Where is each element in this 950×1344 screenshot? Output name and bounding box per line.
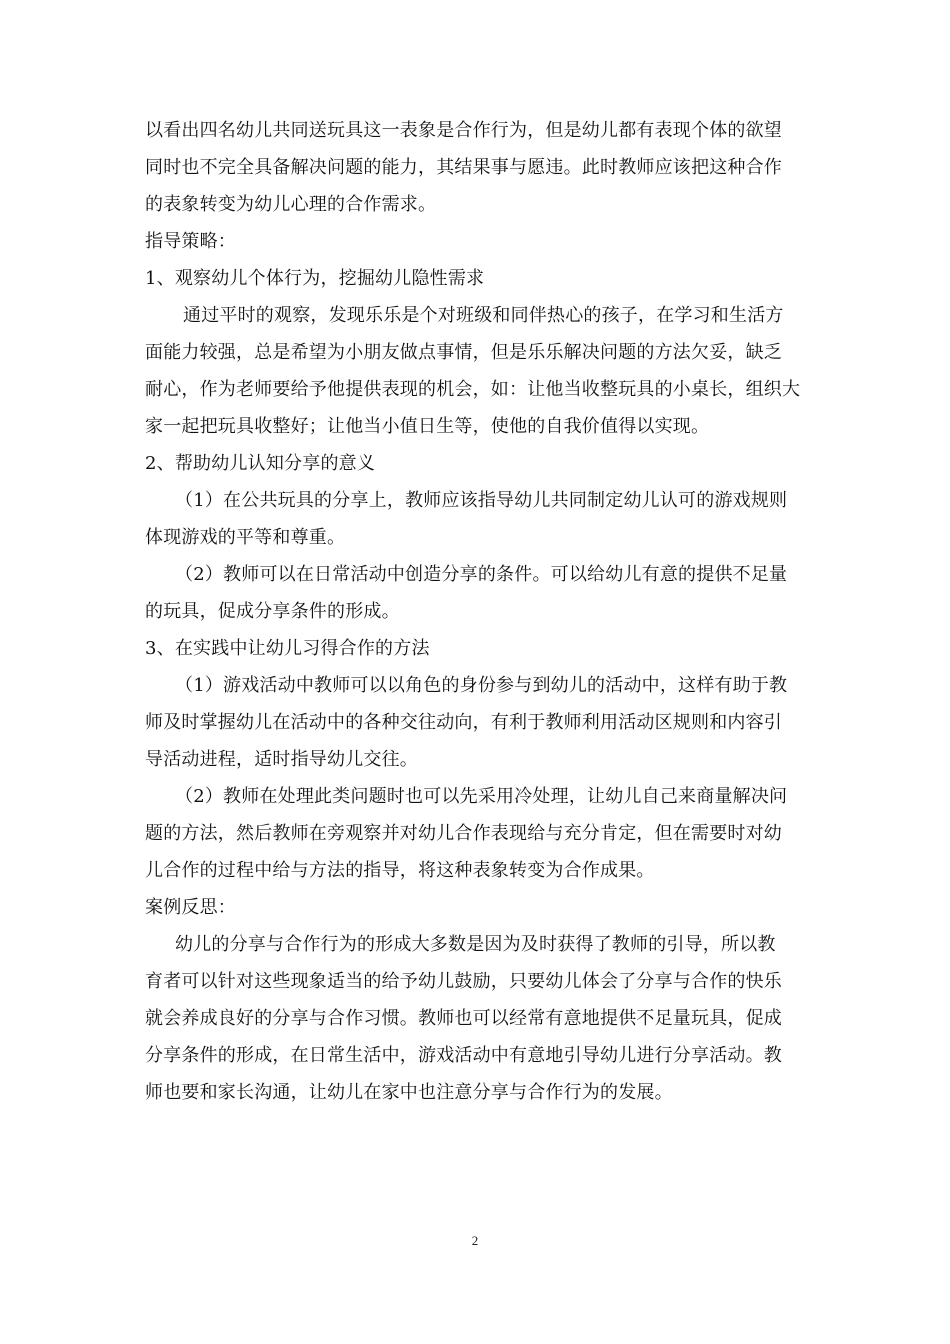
- body-text-line: （1）在公共玩具的分享上，教师应该指导幼儿共同制定幼儿认可的游戏规则: [175, 490, 788, 511]
- body-text-line: 通过平时的观察，发现乐乐是个对班级和同伴热心的孩子，在学习和生活方: [183, 305, 784, 326]
- body-text-line: 体现游戏的平等和尊重。: [145, 527, 346, 548]
- body-text-line: 育者可以针对这些现象适当的给予幼儿鼓励，只要幼儿体会了分享与合作的快乐: [145, 971, 782, 992]
- document-body: [145, 112, 810, 1111]
- body-text-line: 题的方法，然后教师在旁观察并对幼儿合作表现给与充分肯定，但在需要时对幼: [145, 823, 782, 844]
- body-text-line: （1）游戏活动中教师可以以角色的身份参与到幼儿的活动中，这样有助于教: [175, 675, 788, 696]
- page-number: 2: [471, 1233, 479, 1248]
- strategy-heading-3: 3、在实践中让幼儿习得合作的方法: [145, 638, 430, 659]
- body-text-line: 导活动进程，适时指导幼儿交往。: [145, 749, 418, 770]
- body-text-line: 同时也不完全具备解决问题的能力，其结果事与愿违。此时教师应该把这种合作: [145, 157, 782, 178]
- body-text-line: 师及时掌握幼儿在活动中的各种交往动向，有利于教师利用活动区规则和内容引: [145, 712, 782, 733]
- body-text-line: 以看出四名幼儿共同送玩具这一表象是合作行为，但是幼儿都有表现个体的欲望: [145, 120, 782, 141]
- body-text-line: 的玩具，促成分享条件的形成。: [145, 601, 400, 622]
- body-text-line: 幼儿的分享与合作行为的形成大多数是因为及时获得了教师的引导，所以教: [175, 934, 776, 955]
- body-text-line: 家一起把玩具收整好；让他当小值日生等，使他的自我价值得以实现。: [145, 416, 710, 437]
- body-text-line: 耐心，作为老师要给予他提供表现的机会，如：让他当收整玩具的小桌长，组织大: [145, 379, 801, 400]
- strategy-heading-2: 2、帮助幼儿认知分享的意义: [145, 453, 376, 474]
- section-heading: 指导策略：: [145, 231, 236, 252]
- section-heading: 案例反思：: [145, 897, 236, 918]
- body-text-line: （2）教师可以在日常活动中创造分享的条件。可以给幼儿有意的提供不足量: [175, 564, 788, 585]
- body-text-line: （2）教师在处理此类问题时也可以先采用冷处理，让幼儿自己来商量解决问: [175, 786, 788, 807]
- strategy-heading-1: 1、观察幼儿个体行为，挖掘幼儿隐性需求: [145, 268, 485, 289]
- body-text-line: 面能力较强，总是希望为小朋友做点事情，但是乐乐解决问题的方法欠妥，缺乏: [145, 342, 782, 363]
- body-text-line: 师也要和家长沟通，让幼儿在家中也注意分享与合作行为的发展。: [145, 1082, 673, 1103]
- body-text-line: 的表象转变为幼儿心理的合作需求。: [145, 194, 437, 215]
- body-text-line: 儿合作的过程中给与方法的指导，将这种表象转变为合作成果。: [145, 860, 655, 881]
- body-text-line: 分享条件的形成，在日常生活中，游戏活动中有意地引导幼儿进行分享活动。教: [145, 1045, 782, 1066]
- body-text-line: 就会养成良好的分享与合作习惯。教师也可以经常有意地提供不足量玩具，促成: [145, 1008, 782, 1029]
